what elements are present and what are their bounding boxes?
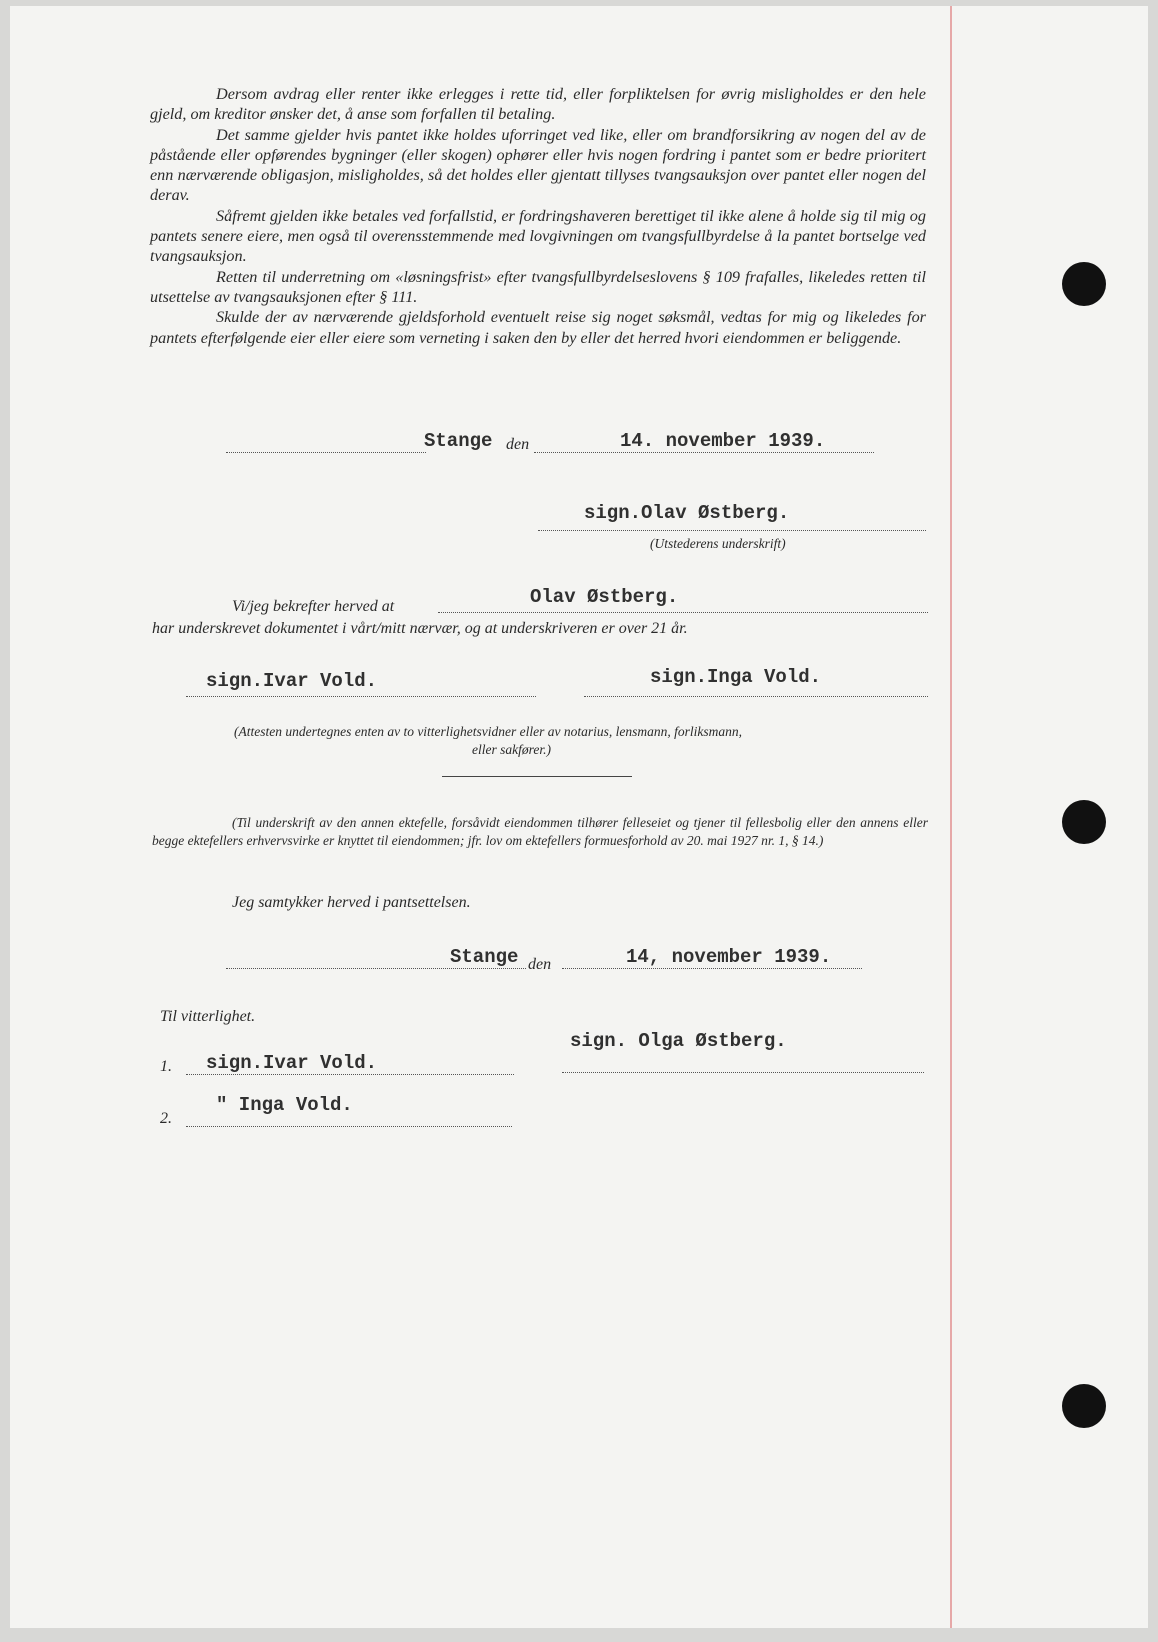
consent-text: Jeg samtykker herved i pantsettelsen. [232, 894, 471, 911]
dotted-line [538, 530, 926, 531]
dotted-line [584, 696, 928, 697]
attest-note-line2: eller sakfører.) [472, 742, 551, 757]
dotted-line [186, 1074, 514, 1075]
spouse-note: (Til underskrift av den annen ektefelle, forsåvidt eiendommen tilhører felleseiet og tjener til fellesbolig eller den annens eller begge ektefellers erhvervsvirke er knyttet til eiendommen; jfr. lov om ektefellers formuesforhold av 20. mai 1927 nr. 1, § 14.) [152, 815, 928, 848]
dotted-line [562, 968, 862, 969]
dotted-line [226, 452, 426, 453]
paragraph: Det samme gjelder hvis pantet ikke holdes uforringet ved like, eller om brandforsikring av nogen del av de påstående eller opførendes bygninger (eller skogen) ophører eller hvis nogen fordring i pantet som er bedre prioritert enn nærværende obligasjon, misligholdes, så det holdes eller gjentatt tillyses tvangsauksjon over pantet eller nogen del derav. [150, 125, 926, 205]
punch-hole-icon [1062, 800, 1106, 844]
attest-note-line1: (Attesten undertegnes enten av to vitterlighetsvidner eller av notarius, lensmann, forliksmann, [234, 724, 743, 739]
spouse-signature: sign. Olga Østberg. [570, 1030, 787, 1052]
punch-hole-icon [1062, 262, 1106, 306]
dotted-line [226, 968, 526, 969]
witness-number-1: 1. [160, 1058, 172, 1075]
consent-place: Stange [450, 946, 519, 968]
consent-date: 14, november 1939. [626, 946, 832, 968]
witness-number-2: 2. [160, 1110, 172, 1127]
dotted-line [438, 612, 928, 613]
confirm-prefix: Vi/jeg bekrefter herved at [232, 598, 395, 615]
vitterlighet-witness2: " Inga Vold. [216, 1094, 353, 1116]
den-label: den [528, 956, 552, 973]
separator-line [442, 776, 632, 777]
dotted-line [186, 1126, 512, 1127]
dotted-line [186, 696, 536, 697]
witness1-signature: sign.Ivar Vold. [206, 670, 378, 692]
dotted-line [562, 1072, 924, 1073]
den-label: den [506, 436, 530, 453]
paragraph: Dersom avdrag eller renter ikke erlegges i rette tid, eller forpliktelsen for øvrig misligholdes er den hele gjeld, om kreditor ønsker det, å anse som forfallen til betaling. [150, 85, 926, 124]
confirmed-name: Olav Østberg. [530, 586, 679, 608]
issuer-signature-caption: (Utstederens underskrift) [650, 536, 786, 551]
vitterlighet-witness1: sign.Ivar Vold. [206, 1052, 378, 1074]
issuer-signature: sign.Olav Østberg. [584, 502, 790, 524]
document-page [10, 6, 1148, 1628]
vitterlighet-label: Til vitterlighet. [160, 1008, 256, 1025]
paragraph: Skulde der av nærværende gjeldsforhold eventuelt reise sig noget søksmål, vedtas for mig og likeledes for pantets efterfølgende eier eller eiere som verneting i saken den by eller det herred hvori eiendommen er beliggende. [150, 308, 926, 347]
terms-text [150, 84, 926, 348]
issuer-place: Stange [424, 430, 493, 452]
issuer-date: 14. november 1939. [620, 430, 826, 452]
red-margin-line [950, 6, 952, 1628]
punch-hole-icon [1062, 1384, 1106, 1428]
paragraph: Retten til underretning om «løsningsfrist» efter tvangsfullbyrdelseslovens § 109 frafalles, likeledes retten til utsettelse av tvangsauksjonen efter § 111. [150, 267, 926, 306]
dotted-line [534, 452, 874, 453]
confirm-text: har underskrevet dokumentet i vårt/mitt nærvær, og at underskriveren er over 21 år. [152, 620, 688, 637]
paragraph: Såfremt gjelden ikke betales ved forfallstid, er fordringshaveren berettiget til ikke alene å holde sig til mig og pantets senere eiere, men også til overensstemmende med lovgivningen om tvangsfullbyrdelse å la pantet bortselge ved tvangsauksjon. [150, 206, 926, 266]
witness2-signature: sign.Inga Vold. [650, 666, 822, 688]
